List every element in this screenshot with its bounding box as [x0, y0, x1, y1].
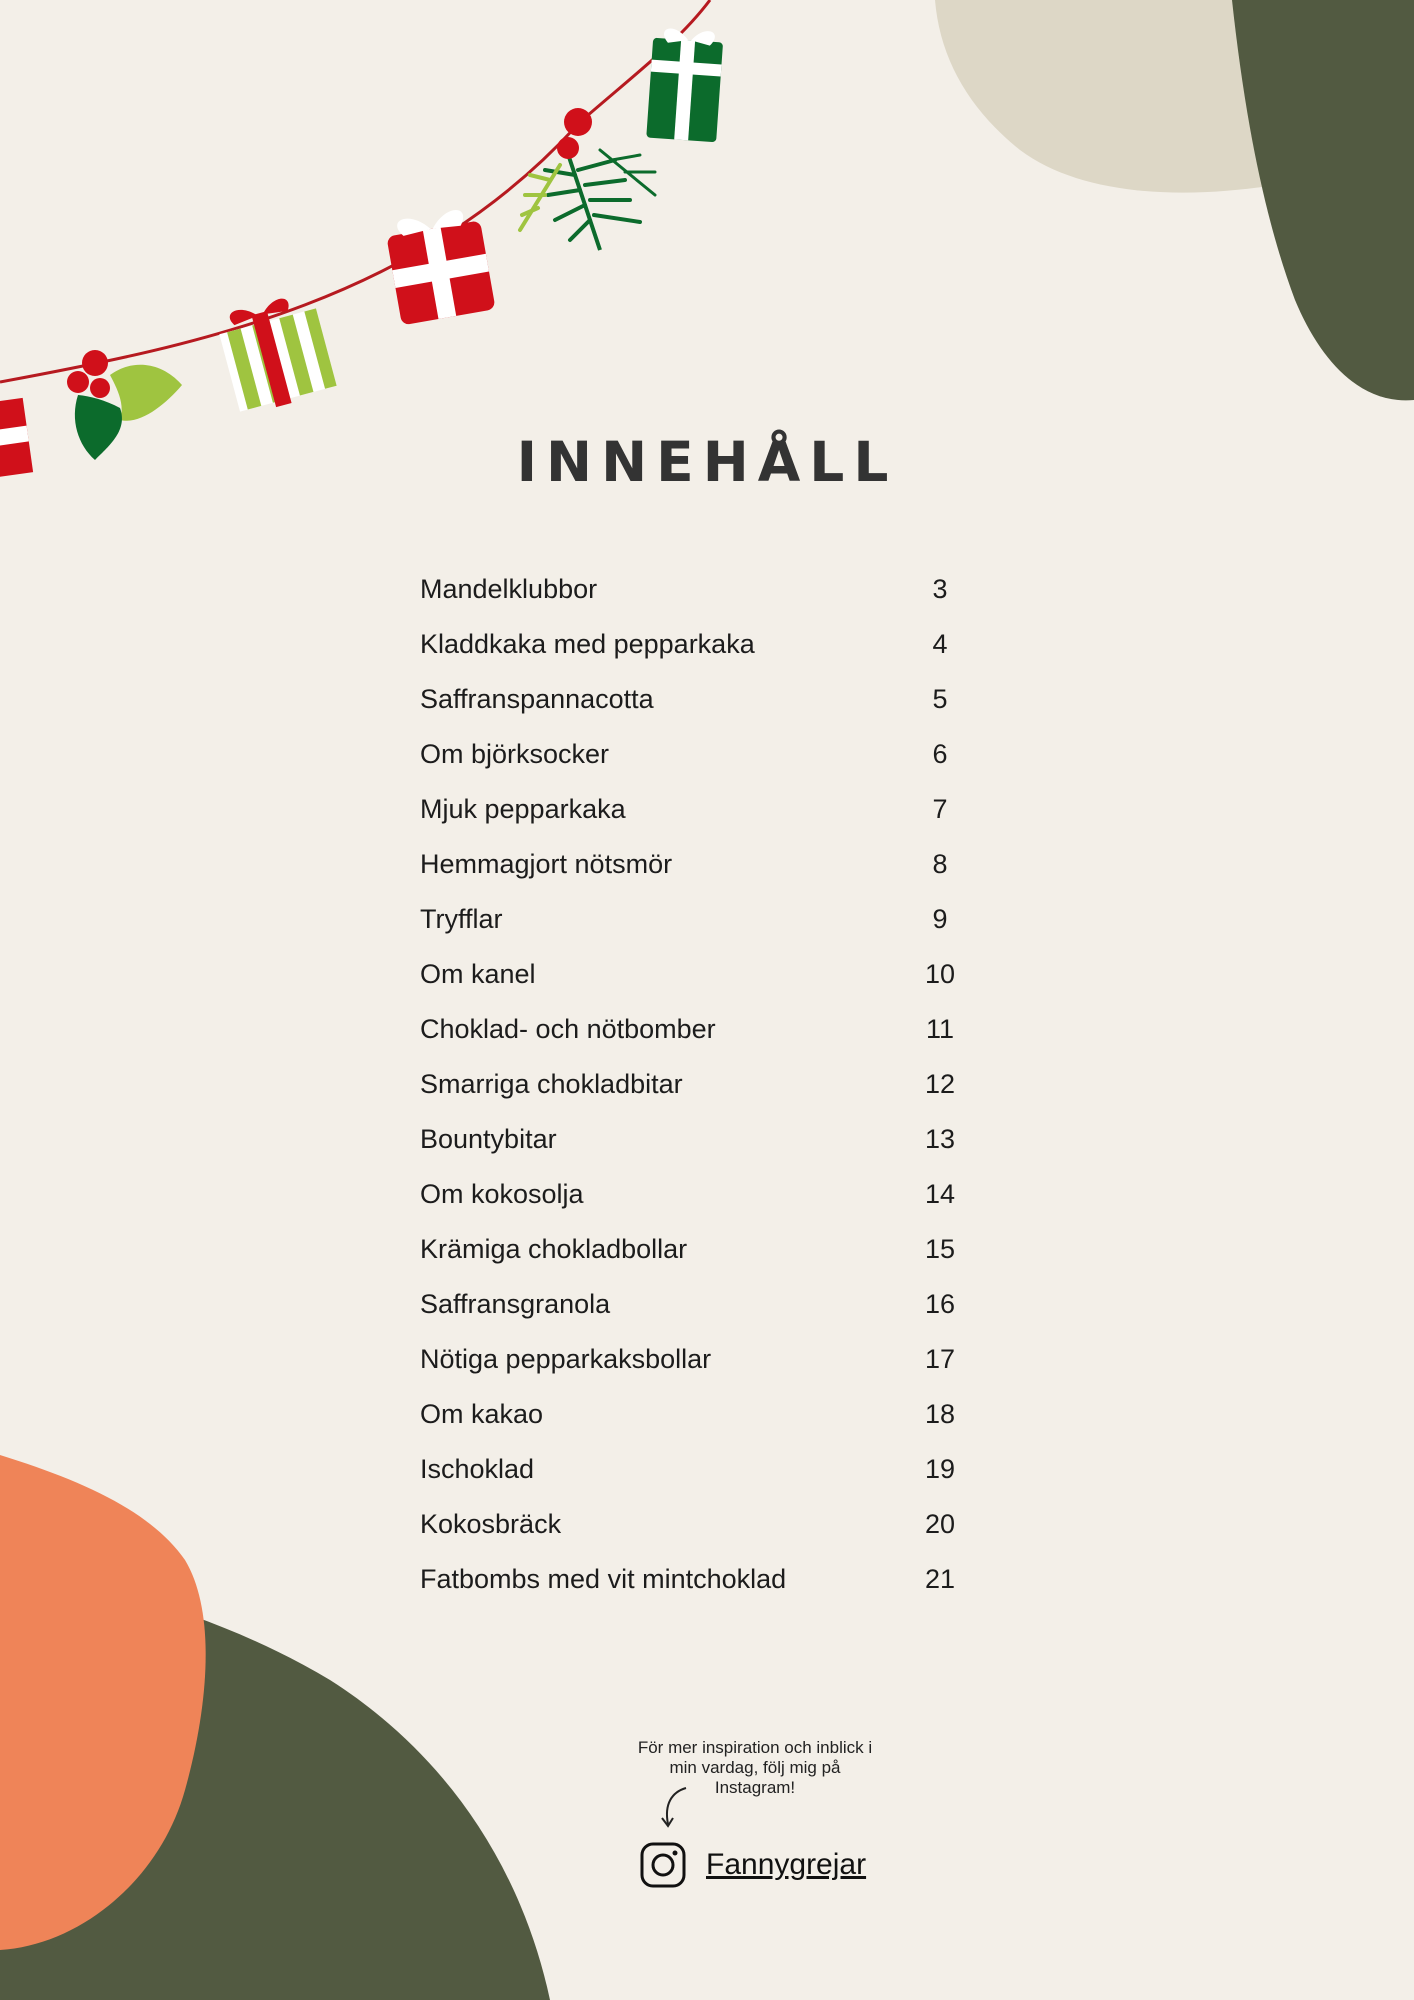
toc-entry-title: Om kakao [420, 1399, 544, 1429]
toc-entry-page: 8 [932, 849, 948, 879]
toc-entry-page: 21 [924, 1564, 956, 1594]
toc-row[interactable] [420, 672, 960, 727]
toc-row[interactable] [420, 1002, 960, 1057]
toc-row[interactable] [420, 1277, 960, 1332]
toc-entry-title: Kladdkaka med pepparkaka [420, 629, 755, 659]
toc-row[interactable] [420, 1112, 960, 1167]
toc-entry-title: Choklad- och nötbomber [420, 1014, 716, 1044]
toc-row[interactable] [420, 1497, 960, 1552]
toc-row[interactable] [420, 837, 960, 892]
toc-entry-title: Saffransgranola [420, 1289, 611, 1319]
toc-entry-title: Om kokosolja [420, 1179, 584, 1209]
toc-row[interactable] [420, 1332, 960, 1387]
toc-entry-title: Bountybitar [420, 1124, 557, 1154]
toc-row[interactable] [420, 782, 960, 837]
instagram-icon [640, 1842, 686, 1888]
toc-entry-title: Tryfflar [420, 904, 503, 934]
toc-entry-page: 12 [924, 1069, 956, 1099]
toc-entry-page: 9 [932, 904, 948, 934]
toc-entry-page: 16 [924, 1289, 956, 1319]
toc-row[interactable] [420, 947, 960, 1002]
gift-lime-icon [215, 290, 338, 416]
toc-entry-title: Mjuk pepparkaka [420, 794, 626, 824]
toc-entry-title: Om kanel [420, 959, 536, 989]
pine-branch-icon [520, 108, 655, 250]
gift-green-icon [646, 27, 724, 142]
toc-entry-page: 7 [932, 794, 948, 824]
toc-entry-page: 4 [932, 629, 948, 659]
toc-entry-page: 14 [924, 1179, 956, 1209]
curved-arrow-icon [656, 1784, 696, 1834]
toc-entry-page: 3 [932, 574, 948, 604]
instagram-handle[interactable]: Fannygrejar [706, 1848, 867, 1881]
toc-entry-page: 20 [924, 1509, 956, 1539]
toc-entry-title: Smarriga chokladbitar [420, 1069, 683, 1099]
toc-entry-page: 18 [924, 1399, 956, 1429]
gift-red-icon [384, 206, 496, 325]
toc-entry-page: 5 [932, 684, 948, 714]
beige-blob [935, 0, 1280, 193]
toc-entry-title: Fatbombs med vit mintchoklad [420, 1564, 787, 1594]
toc-entry-title: Saffranspannacotta [420, 684, 654, 714]
toc-row[interactable] [420, 1387, 960, 1442]
toc-entry-page: 6 [932, 739, 948, 769]
garland-string [0, 0, 710, 382]
olive-blob-top [1232, 0, 1414, 400]
toc-row[interactable] [420, 617, 960, 672]
instagram-link[interactable] [640, 1842, 866, 1888]
toc-entry-title: Nötiga pepparkaksbollar [420, 1344, 712, 1374]
toc-row[interactable] [420, 892, 960, 947]
toc-entry-title: Krämiga chokladbollar [420, 1234, 688, 1264]
toc-entry-page: 13 [924, 1124, 956, 1154]
toc-row[interactable] [420, 727, 960, 782]
toc-row[interactable] [420, 1552, 960, 1607]
toc-entry-page: 17 [924, 1344, 956, 1374]
toc-entry-title: Mandelklubbor [420, 574, 598, 604]
toc-row[interactable] [420, 1167, 960, 1222]
toc-row[interactable] [420, 1222, 960, 1277]
instagram-note: För mer inspiration och inblick i min vardag, följ mig på Instagram! [637, 1738, 873, 1797]
toc-entry-title: Hemmagjort nötsmör [420, 849, 673, 879]
toc-row[interactable] [420, 562, 960, 617]
page-title: INNEHÅLL [516, 430, 898, 494]
toc-entry-title: Ischoklad [420, 1454, 535, 1484]
toc-entry-page: 19 [924, 1454, 956, 1484]
toc-entry-page: 11 [925, 1014, 955, 1044]
toc-entry-title: Kokosbräck [420, 1509, 562, 1539]
toc-entry-title: Om björksocker [420, 739, 610, 769]
toc-row[interactable] [420, 1442, 960, 1497]
table-of-contents [420, 562, 960, 1607]
toc-row[interactable] [420, 1057, 960, 1112]
toc-entry-page: 15 [924, 1234, 956, 1264]
toc-entry-page: 10 [924, 959, 956, 989]
